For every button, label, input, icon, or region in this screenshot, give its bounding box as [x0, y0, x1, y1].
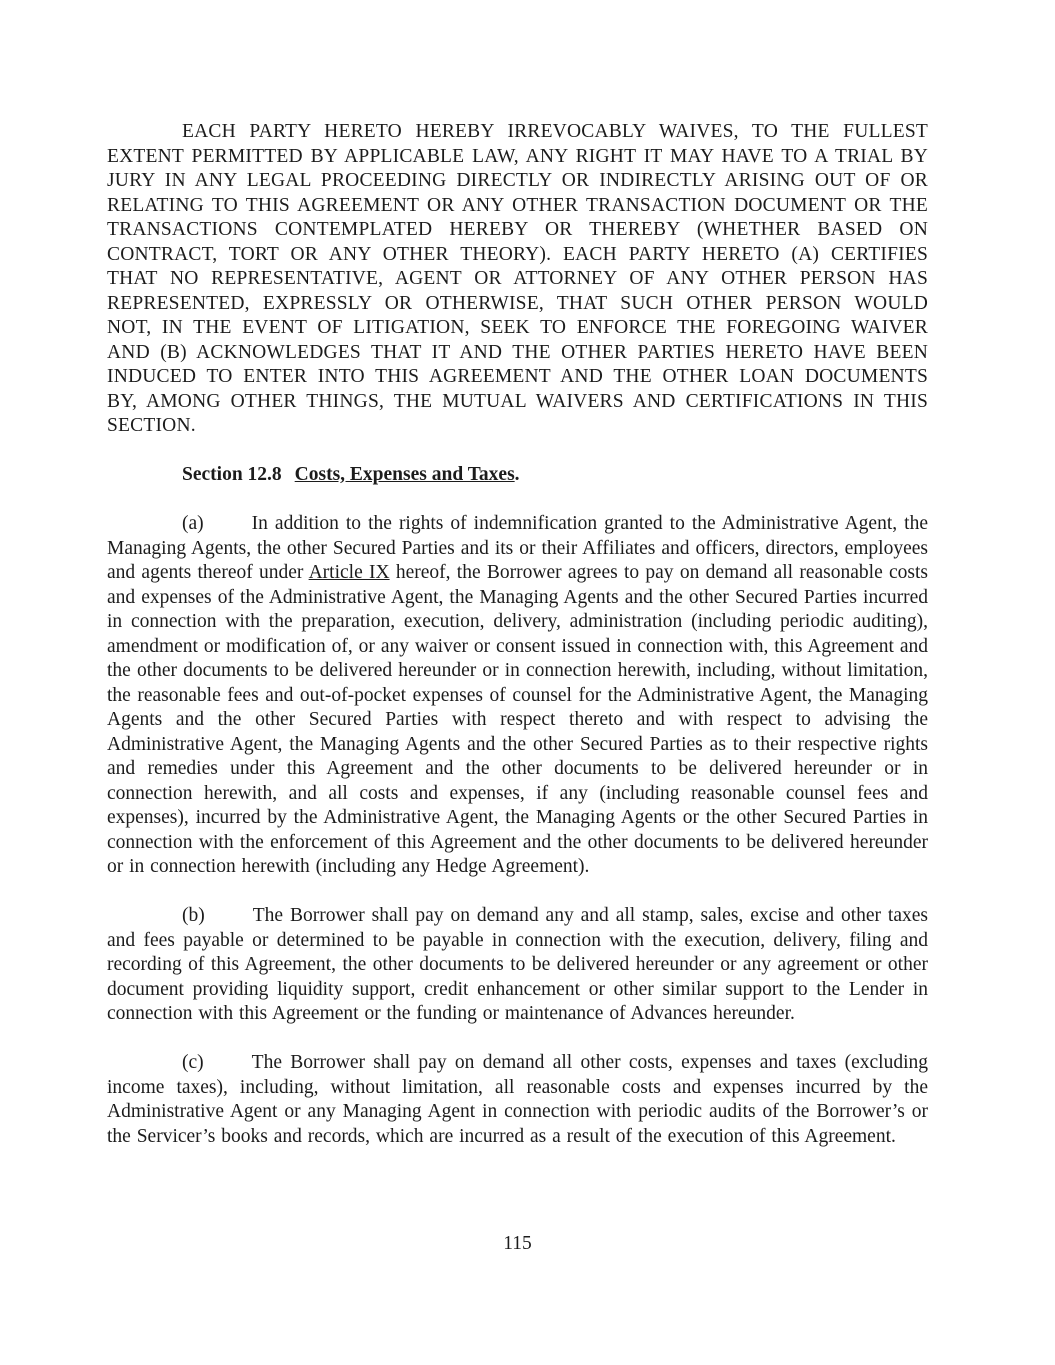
- paragraph-c-label: (c): [182, 1052, 204, 1073]
- article-ix-reference: Article IX: [308, 562, 390, 583]
- section-number: Section 12.8: [182, 464, 282, 485]
- paragraph-b-text: The Borrower shall pay on demand any and all stamp, sales, excise and other taxes and fees payable or determined to be payable in connection with the execution, delivery, filing and recording of this Agreement, the other documents to be delivered hereunder or any agreement or other document providing liquidity support, credit enhancement or other similar support to the Lender in connection with this Agreement or the funding or maintenance of Advances hereunder.: [107, 905, 928, 1024]
- paragraph-a-label: (a): [182, 513, 204, 534]
- paragraph-b: [107, 904, 928, 1027]
- paragraph-a-text-before: In addition to the rights of indemnification granted to the Administrative Agent, the Managing Agents, the other Secured Parties and its or their Affiliates and officers, directors, employees and agents thereof under: [107, 513, 928, 583]
- page-number: 115: [503, 1233, 532, 1254]
- paragraph-b-label: (b): [182, 905, 205, 926]
- section-title: Costs, Expenses and Taxes: [294, 464, 515, 485]
- waiver-paragraph: EACH PARTY HERETO HEREBY IRREVOCABLY WAIVES, TO THE FULLEST EXTENT PERMITTED BY APPLICABLE LAW, ANY RIGHT IT MAY HAVE TO A TRIAL BY JURY IN ANY LEGAL PROCEEDING DIRECTLY OR INDIRECTLY ARISING OUT OF OR RELATING TO THIS AGREEMENT OR ANY OTHER TRANSACTION DOCUMENT OR THE TRANSACTIONS CONTEMPLATED HEREBY OR THEREBY (WHETHER BASED ON CONTRACT, TORT OR ANY OTHER THEORY). EACH PARTY HERETO (A) CERTIFIES THAT NO REPRESENTATIVE, AGENT OR ATTORNEY OF ANY OTHER PERSON HAS REPRESENTED, EXPRESSLY OR OTHERWISE, THAT SUCH OTHER PERSON WOULD NOT, IN THE EVENT OF LITIGATION, SEEK TO ENFORCE THE FOREGOING WAIVER AND (B) ACKNOWLEDGES THAT IT AND THE OTHER PARTIES HERETO HAVE BEEN INDUCED TO ENTER INTO THIS AGREEMENT AND THE OTHER LOAN DOCUMENTS BY, AMONG OTHER THINGS, THE MUTUAL WAIVERS AND CERTIFICATIONS IN THIS SECTION.: [107, 121, 928, 436]
- paragraph-c: [107, 1051, 928, 1149]
- section-title-period: .: [514, 464, 520, 485]
- section-heading: [107, 463, 928, 488]
- paragraph-a: [107, 512, 928, 880]
- paragraph-a-text-after: hereof, the Borrower agrees to pay on demand all reasonable costs and expenses of the Administrative Agent, the Managing Agents and the other Secured Parties incurred in connection with the preparation, execution, delivery, administration (including periodic auditing), amendment or modification of, or any waiver or consent issued in connection with, this Agreement and the other documents to be delivered hereunder or in connection herewith, including, without limitation, the reasonable fees and out-of-pocket expenses of counsel for the Administrative Agent, the Managing Agents and the other Secured Parties with respect thereto and with respect to advising the Administrative Agent, the Managing Agents and the other Secured Parties as to their respective rights and remedies under this Agreement and the other documents to be delivered hereunder or in connection herewith, and all costs and expenses, if any (including reasonable counsel fees and expenses), incurred by the Administrative Agent, the Managing Agents or the other Secured Parties in connection with the enforcement of this Agreement and the other documents to be delivered hereunder or in connection herewith (including any Hedge Agreement).: [107, 562, 928, 877]
- paragraph-c-text: The Borrower shall pay on demand all other costs, expenses and taxes (excluding income taxes), including, without limitation, all reasonable costs and expenses incurred by the Administrative Agent or any Managing Agent in connection with periodic audits of the Borrower’s or the Servicer’s books and records, which are incurred as a result of the execution of this Agreement.: [107, 1052, 928, 1147]
